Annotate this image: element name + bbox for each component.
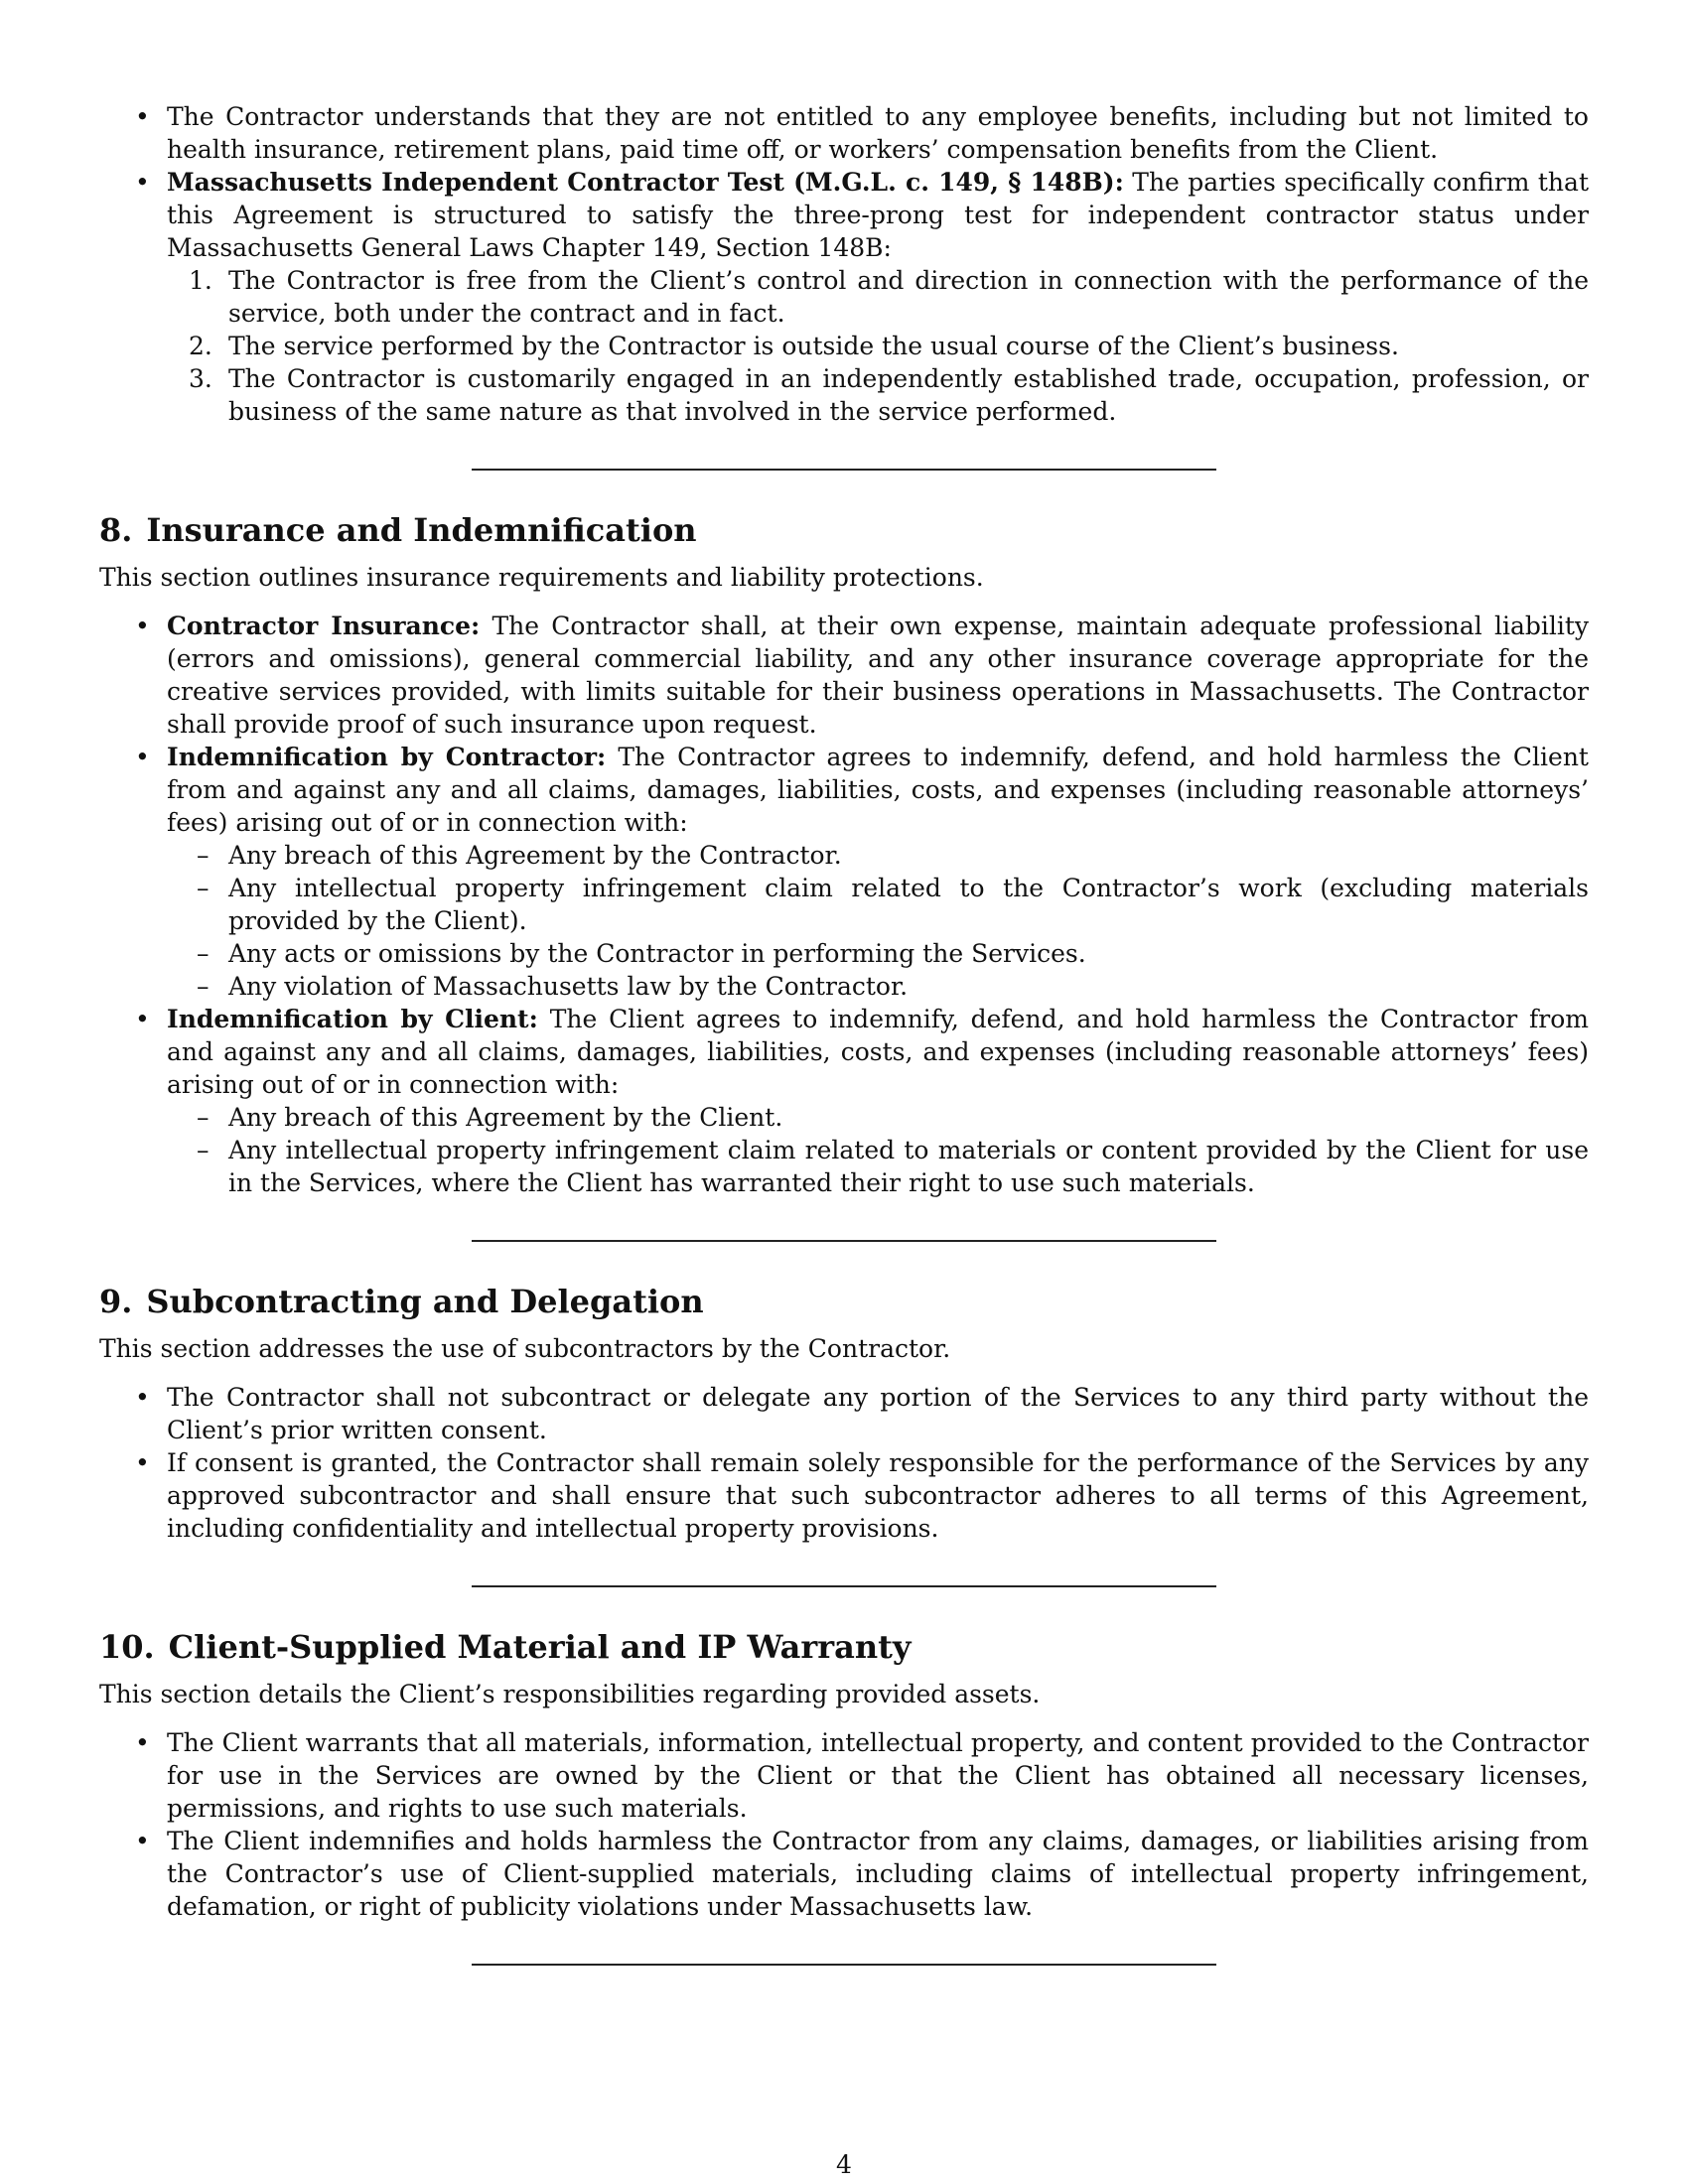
section-number: 9. xyxy=(99,1283,133,1320)
prong-text: The service performed by the Contractor is outside the usual course of the Client’s business. xyxy=(228,332,1399,360)
prong-marker: 1. xyxy=(189,266,212,295)
section-title: Insurance and Indemnification xyxy=(146,511,697,549)
section-heading-8 xyxy=(99,510,1589,550)
sub-list-item: – Any violation of Massachusetts law by the Contractor. xyxy=(167,970,1589,1003)
indem-contractor-text: The Contractor agrees to indemnify, defend, and hold harmless the Client from and against any and all claims, damages, liabilities, costs, and expenses (including reasonable attorneys’ fees) arising out of or in connection with: xyxy=(167,743,1589,837)
section9-list xyxy=(99,1381,1589,1545)
list-item: • The Client warrants that all materials, information, intellectual property, and content provided to the Contractor for use in the Services are owned by the Client or that the Client has obtained all necessary licenses, permissions, and rights to use such materials. xyxy=(99,1726,1589,1825)
section-intro: This section outlines insurance requirements and liability protections. xyxy=(99,563,984,592)
indem-client-label: Indemnification by Client: xyxy=(167,1005,538,1033)
prong-list xyxy=(167,264,1589,428)
prong-text: The Contractor is customarily engaged in an independently established trade, occupation, profession, or business of the same nature as that involved in the service performed. xyxy=(228,364,1589,426)
section7-continued-list xyxy=(99,100,1589,428)
section-divider xyxy=(472,1964,1216,1966)
list-item xyxy=(99,100,1589,166)
list-item xyxy=(99,166,1589,428)
section-heading-10 xyxy=(99,1627,1589,1667)
list-item xyxy=(99,610,1589,741)
sub-list-item: – Any acts or omissions by the Contractor in performing the Services. xyxy=(167,937,1589,970)
prong-marker: 3. xyxy=(189,364,212,393)
list-item: • The Client indemnifies and holds harmless the Contractor from any claims, damages, or liabilities arising from the Contractor’s use of Client-supplied materials, including claims of intellectual property infringement, defamation, or right of publicity violations under Massachusetts law. xyxy=(99,1825,1589,1923)
prong-item xyxy=(167,362,1589,428)
ma-test-text: The parties specifically confirm that this Agreement is structured to satisfy the three-prong test for independent contractor status under Massachusetts General Laws Chapter 149, Section 148B: xyxy=(167,168,1589,262)
indem-client-text: The Client agrees to indemnify, defend, and hold harmless the Contractor from and against any and all claims, damages, liabilities, costs, and expenses (including reasonable attorneys’ fees) arising out of or in connection with: xyxy=(167,1005,1590,1099)
insurance-label: Contractor Insurance: xyxy=(167,612,481,640)
section-intro: This section details the Client’s responsibilities regarding provided assets. xyxy=(99,1680,1041,1708)
indem-client-sublist xyxy=(167,1101,1589,1199)
sub-list-item: – Any breach of this Agreement by the Contractor. xyxy=(167,839,1589,872)
section-heading-9 xyxy=(99,1282,1589,1321)
prong-item xyxy=(167,330,1589,362)
sub-list-item: – Any intellectual property infringement claim related to materials or content provided by the Client for use in the Services, where the Client has warranted their right to use such materials. xyxy=(167,1134,1589,1199)
list-item xyxy=(99,741,1589,1003)
page-content xyxy=(99,100,1589,1966)
list-item: • If consent is granted, the Contractor shall remain solely responsible for the performance of the Services by any approved subcontractor and shall ensure that such subcontractor adheres to all terms of this Agreement, including confidentiality and intellectual property provisions. xyxy=(99,1446,1589,1545)
sub-list-item: – Any breach of this Agreement by the Client. xyxy=(167,1101,1589,1134)
page-number: 4 xyxy=(836,2150,852,2179)
section-divider xyxy=(472,469,1216,471)
section-number: 10. xyxy=(99,1628,155,1666)
ma-test-label: Massachusetts Independent Contractor Test (M.G.L. c. 149, § 148B): xyxy=(167,168,1124,197)
section8-list xyxy=(99,610,1589,1199)
section-intro: This section addresses the use of subcontractors by the Contractor. xyxy=(99,1334,951,1363)
list-item: • The Contractor shall not subcontract or delegate any portion of the Services to any third party without the Client’s prior written consent. xyxy=(99,1381,1589,1446)
indem-contractor-sublist xyxy=(167,839,1589,1003)
section10-list xyxy=(99,1726,1589,1923)
prong-marker: 2. xyxy=(189,332,212,360)
section-title: Client-Supplied Material and IP Warranty xyxy=(168,1628,912,1666)
prong-text: The Contractor is free from the Client’s control and direction in connection with the performance of the service, both under the contract and in fact. xyxy=(228,266,1589,328)
benefits-text: The Contractor understands that they are not entitled to any employee benefits, including but not limited to health insurance, retirement plans, paid time off, or workers’ compensation benefits from the Client. xyxy=(167,102,1589,164)
section-number: 8. xyxy=(99,511,133,549)
section-title: Subcontracting and Delegation xyxy=(146,1283,704,1320)
list-item xyxy=(99,1003,1589,1199)
sub-list-item: – Any intellectual property infringement claim related to the Contractor’s work (excluding materials provided by the Client). xyxy=(167,872,1589,937)
insurance-text: The Contractor shall, at their own expense, maintain adequate professional liability (errors and omissions), general commercial liability, and any other insurance coverage appropriate for the creative services provided, with limits suitable for their business operations in Massachusetts. The Contractor shall provide proof of such insurance upon request. xyxy=(167,612,1590,739)
section-divider xyxy=(472,1585,1216,1587)
indem-contractor-label: Indemnification by Contractor: xyxy=(167,743,607,771)
prong-item xyxy=(167,264,1589,330)
section-divider xyxy=(472,1240,1216,1242)
